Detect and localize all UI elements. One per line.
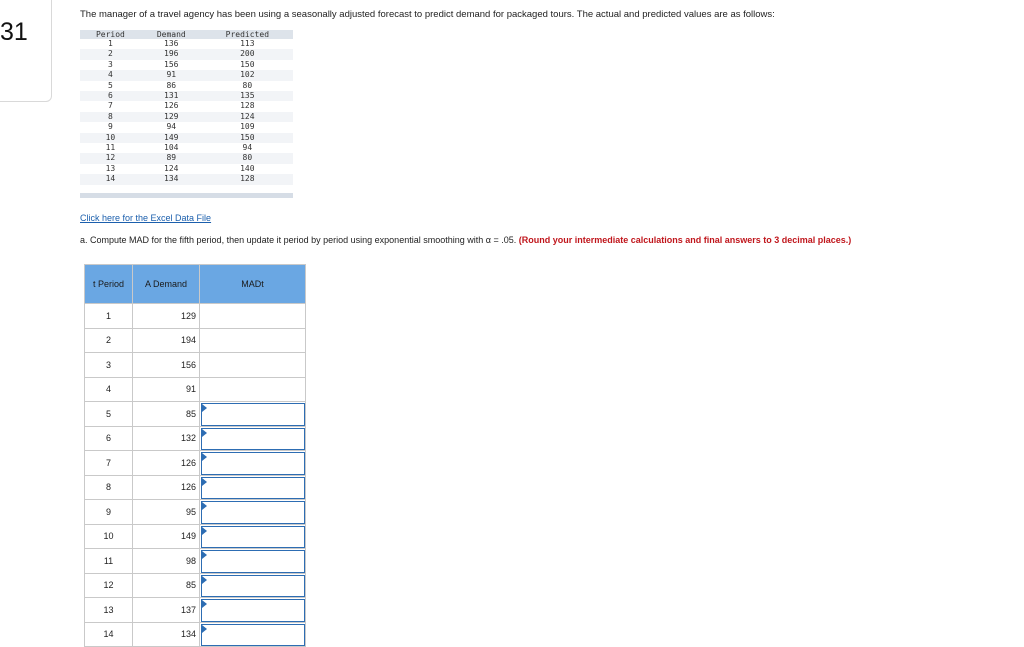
answer-period-cell: 5 <box>85 402 133 427</box>
predicted-header: Predicted <box>202 30 293 39</box>
predicted-cell: 128 <box>202 174 293 184</box>
predicted-cell: 80 <box>202 153 293 163</box>
input-flag-icon <box>202 551 207 559</box>
madt-cell <box>200 328 306 353</box>
answer-table-row <box>85 622 306 647</box>
data-table-row <box>80 122 293 132</box>
answer-table-row <box>85 451 306 476</box>
answer-table-row <box>85 426 306 451</box>
answer-period-cell: 13 <box>85 598 133 623</box>
madt-input-period-8[interactable] <box>202 478 304 499</box>
madt-input-period-7[interactable] <box>202 453 304 474</box>
demand-cell: 104 <box>164 143 179 153</box>
madt-cell <box>200 475 306 500</box>
t-period-header: t Period <box>85 265 133 304</box>
answer-demand-cell: 129 <box>133 304 200 329</box>
answer-demand-cell: 95 <box>133 500 200 525</box>
madt-cell <box>200 524 306 549</box>
answer-table-row <box>85 353 306 378</box>
period-cell: 1 <box>108 39 113 48</box>
madt-input-box[interactable] <box>201 575 305 598</box>
predicted-cell: 109 <box>240 122 255 132</box>
madt-input-period-6[interactable] <box>202 429 304 450</box>
answer-demand-cell: 194 <box>133 328 200 353</box>
answer-period-cell: 1 <box>85 304 133 329</box>
period-header: Period <box>80 30 141 39</box>
period-cell: 10 <box>80 133 141 143</box>
answer-table-row <box>85 573 306 598</box>
predicted-cell: 124 <box>202 112 293 122</box>
period-cell: 11 <box>105 143 116 153</box>
answer-period-cell: 9 <box>85 500 133 525</box>
madt-input-period-12[interactable] <box>202 576 304 597</box>
answer-period-cell: 12 <box>85 573 133 598</box>
period-cell: 3 <box>108 59 113 69</box>
answer-demand-cell: 132 <box>133 426 200 451</box>
period-cell: 4 <box>80 70 141 80</box>
demand-cell: 124 <box>164 163 179 173</box>
demand-cell: 136 <box>164 39 179 48</box>
madt-input-period-10[interactable] <box>202 527 304 548</box>
demand-cell: 89 <box>141 153 202 163</box>
answer-demand-cell: 85 <box>133 402 200 427</box>
madt-input-box[interactable] <box>201 624 305 647</box>
answer-period-cell: 4 <box>85 377 133 402</box>
predicted-cell: 80 <box>242 80 253 90</box>
input-flag-icon <box>202 502 207 510</box>
question-number-card <box>0 0 52 102</box>
predicted-cell: 128 <box>240 101 255 111</box>
answer-table-row <box>85 524 306 549</box>
data-table-row <box>80 112 293 122</box>
period-cell: 8 <box>80 112 141 122</box>
madt-input-period-13[interactable] <box>202 600 304 621</box>
madt-input-period-9[interactable] <box>202 502 304 523</box>
madt-cell <box>200 353 306 378</box>
answer-demand-cell: 149 <box>133 524 200 549</box>
predicted-cell: 94 <box>242 143 253 153</box>
madt-input-box[interactable] <box>201 428 305 451</box>
data-table-row <box>80 91 293 101</box>
input-flag-icon <box>202 625 207 633</box>
input-flag-icon <box>202 429 207 437</box>
data-table-row <box>80 164 293 174</box>
input-flag-icon <box>202 527 207 535</box>
period-cell: 2 <box>80 49 141 59</box>
answer-table-row <box>85 475 306 500</box>
answer-demand-cell: 137 <box>133 598 200 623</box>
demand-cell: 126 <box>164 101 179 111</box>
madt-cell <box>200 377 306 402</box>
question-number: 31 <box>0 18 28 46</box>
answer-period-cell: 2 <box>85 328 133 353</box>
data-table-row <box>80 143 293 153</box>
answer-period-cell: 7 <box>85 451 133 476</box>
period-cell: 6 <box>80 91 141 101</box>
demand-cell: 131 <box>141 91 202 101</box>
answer-demand-cell: 126 <box>133 475 200 500</box>
predicted-cell: 200 <box>202 49 293 59</box>
input-flag-icon <box>202 478 207 486</box>
predicted-cell: 102 <box>202 70 293 80</box>
madt-input-box[interactable] <box>201 526 305 549</box>
input-flag-icon <box>202 404 207 412</box>
madt-input-box[interactable] <box>201 477 305 500</box>
period-cell: 13 <box>105 163 116 173</box>
demand-cell: 129 <box>141 112 202 122</box>
madt-input-box[interactable] <box>201 403 305 426</box>
data-table-row <box>80 133 293 143</box>
data-table-row <box>80 101 293 111</box>
demand-header: Demand <box>141 30 202 39</box>
madt-cell <box>200 573 306 598</box>
question-intro: The manager of a travel agency has been using a seasonally adjusted forecast to predict demand for packaged tours. The actual and predicted values are as follows: <box>80 9 775 20</box>
madt-cell <box>200 549 306 574</box>
answer-table-row <box>85 500 306 525</box>
answer-period-cell: 8 <box>85 475 133 500</box>
answer-table-row <box>85 549 306 574</box>
excel-data-file-link[interactable]: Click here for the Excel Data File <box>80 213 212 223</box>
data-table-header <box>80 30 293 39</box>
predicted-cell: 113 <box>240 39 255 48</box>
question-text: a. Compute MAD for the fifth period, then update it period by period using exponential smoothing with α = .05. <box>80 235 519 245</box>
madt-cell <box>200 426 306 451</box>
madt-input-box[interactable] <box>201 452 305 475</box>
input-flag-icon <box>202 453 207 461</box>
data-table-row <box>80 81 293 91</box>
madt-input-box[interactable] <box>201 550 305 573</box>
demand-cell: 196 <box>141 49 202 59</box>
predicted-cell: 150 <box>240 59 255 69</box>
answer-demand-cell: 91 <box>133 377 200 402</box>
answer-table <box>84 264 306 647</box>
data-table-row <box>80 153 293 163</box>
answer-demand-cell: 156 <box>133 353 200 378</box>
madt-input-period-14[interactable] <box>202 625 304 646</box>
answer-table-row <box>85 402 306 427</box>
period-cell: 12 <box>80 153 141 163</box>
answer-table-row <box>85 304 306 329</box>
a-demand-header: A Demand <box>133 265 200 304</box>
answer-period-cell: 6 <box>85 426 133 451</box>
period-cell: 7 <box>108 101 113 111</box>
demand-cell: 149 <box>141 133 202 143</box>
predicted-cell: 135 <box>202 91 293 101</box>
answer-demand-cell: 126 <box>133 451 200 476</box>
input-flag-icon <box>202 576 207 584</box>
demand-cell: 134 <box>141 174 202 184</box>
answer-demand-cell: 85 <box>133 573 200 598</box>
answer-table-header <box>85 265 306 304</box>
data-table-row <box>80 60 293 70</box>
madt-input-period-5[interactable] <box>202 404 304 425</box>
data-table-row <box>80 39 293 49</box>
answer-period-cell: 3 <box>85 353 133 378</box>
data-table-row <box>80 49 293 59</box>
data-table-row <box>80 70 293 80</box>
madt-cell <box>200 451 306 476</box>
answer-demand-cell: 134 <box>133 622 200 647</box>
rounding-instruction: (Round your intermediate calculations and final answers to 3 decimal places.) <box>518 235 852 245</box>
demand-cell: 91 <box>141 70 202 80</box>
answer-table-row <box>85 377 306 402</box>
madt-cell <box>200 622 306 647</box>
answer-period-cell: 10 <box>85 524 133 549</box>
data-table <box>80 30 293 185</box>
madt-input-period-11[interactable] <box>202 551 304 572</box>
period-cell: 5 <box>108 80 113 90</box>
answer-period-cell: 14 <box>85 622 133 647</box>
demand-cell: 94 <box>166 122 177 132</box>
madt-cell <box>200 402 306 427</box>
period-cell: 9 <box>108 122 113 132</box>
madt-cell <box>200 304 306 329</box>
demand-cell: 156 <box>164 59 179 69</box>
data-table-row <box>80 174 293 184</box>
madt-cell <box>200 598 306 623</box>
period-cell: 14 <box>80 174 141 184</box>
madt-cell <box>200 500 306 525</box>
madt-input-box[interactable] <box>201 501 305 524</box>
data-table-footer-bar <box>80 193 293 198</box>
answer-table-row <box>85 598 306 623</box>
answer-table-row <box>85 328 306 353</box>
answer-period-cell: 11 <box>85 549 133 574</box>
answer-demand-cell: 98 <box>133 549 200 574</box>
predicted-cell: 150 <box>202 133 293 143</box>
question-part-a <box>80 235 851 245</box>
madt-header: MADt <box>200 265 306 304</box>
predicted-cell: 140 <box>240 163 255 173</box>
madt-input-box[interactable] <box>201 599 305 622</box>
demand-cell: 86 <box>166 80 177 90</box>
input-flag-icon <box>202 600 207 608</box>
